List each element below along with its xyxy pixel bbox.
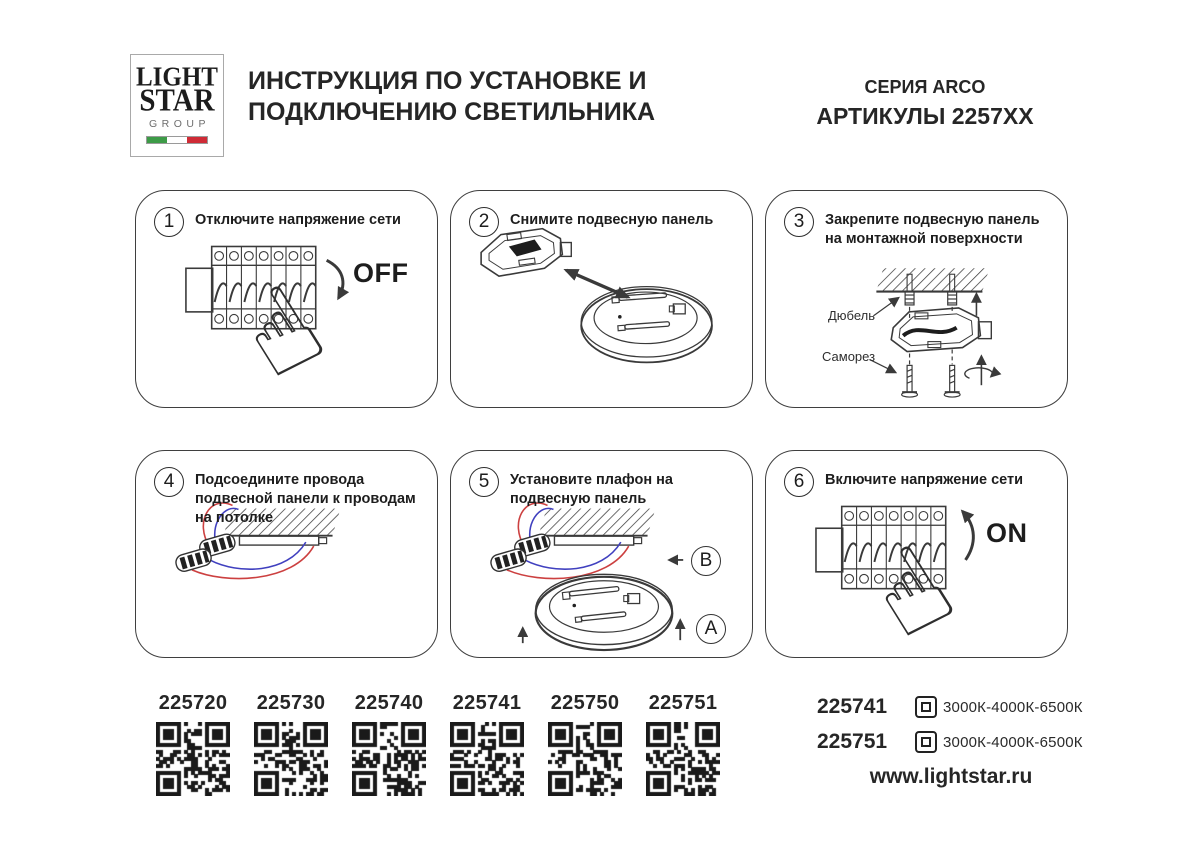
page-title xyxy=(248,66,655,128)
series-name: СЕРИЯ ARCO xyxy=(864,77,986,97)
qr-code-image xyxy=(548,722,622,796)
logo-text-group: GROUP xyxy=(148,118,210,130)
step-1-number: 1 xyxy=(154,207,184,237)
website-url: www.lightstar.ru xyxy=(869,765,1033,788)
callout-a: A xyxy=(696,614,726,644)
step-5-text: Установите плафон на подвесную панель xyxy=(510,472,673,507)
off-arrow-icon xyxy=(327,260,343,298)
hand-pointing-icon: ☝ xyxy=(848,519,976,667)
qr-article-number: 225720 xyxy=(158,692,228,714)
qr-code-image xyxy=(254,722,328,796)
italian-flag-icon xyxy=(146,136,208,144)
dowel-label: Дюбель xyxy=(828,308,876,323)
title-line-2: ПОДКЛЮЧЕНИЮ СВЕТИЛЬНИКА xyxy=(248,98,656,126)
hand-pointing-icon: ☝ xyxy=(218,259,346,407)
qr-article-number: 225741 xyxy=(452,692,522,714)
step-4-number: 4 xyxy=(154,467,184,497)
qr-code-image xyxy=(450,722,524,796)
callout-b: B xyxy=(691,546,721,576)
qr-item xyxy=(254,692,328,796)
articles-code: АРТИКУЛЫ 2257XX xyxy=(816,103,1034,129)
double-insulation-icon xyxy=(915,696,937,718)
logo-text-star: STAR xyxy=(139,83,215,119)
on-arrow-icon xyxy=(963,511,974,560)
step-panel-1 xyxy=(135,190,438,408)
step-panel-2 xyxy=(450,190,753,408)
variant-article: 225741 xyxy=(817,695,888,718)
step-4-header xyxy=(136,451,437,528)
step-6-header xyxy=(766,451,1067,497)
double-arrow-icon xyxy=(566,270,627,297)
variant-row xyxy=(803,730,1099,754)
series-block xyxy=(765,77,1085,130)
step-3-text: Закрепите подвесную панель на монтажной поверхности xyxy=(825,212,1040,247)
step-6-number: 6 xyxy=(784,467,814,497)
qr-item xyxy=(450,692,524,796)
terminal-block-icon xyxy=(174,547,213,573)
step-2-number: 2 xyxy=(469,207,499,237)
qr-item xyxy=(548,692,622,796)
title-line-1: ИНСТРУКЦИЯ ПО УСТАНОВКЕ И xyxy=(248,67,647,95)
variant-row xyxy=(803,695,1099,719)
qr-code-image xyxy=(352,722,426,796)
qr-code-image xyxy=(646,722,720,796)
step-panel-3 xyxy=(765,190,1068,408)
logo-text-light: LIGHT xyxy=(136,62,218,93)
terminal-block-icon xyxy=(489,547,528,573)
step-3-header xyxy=(766,191,1067,249)
qr-code-image xyxy=(156,722,230,796)
variant-color-temp: 3000К-4000К-6500К xyxy=(943,733,1083,751)
step-4-text: Подсоедините провода подвесной панели к проводам на потолке xyxy=(195,472,416,526)
step-2-text: Снимите подвесную панель xyxy=(510,212,714,228)
off-label: OFF xyxy=(353,258,409,288)
on-label: ON xyxy=(986,518,1028,548)
variant-color-temp: 3000К-4000К-6500К xyxy=(943,698,1083,716)
step-1-header xyxy=(136,191,437,237)
step-3-number: 3 xyxy=(784,207,814,237)
step-panel-6 xyxy=(765,450,1068,667)
qr-item xyxy=(646,692,720,796)
variants-block xyxy=(803,695,1099,789)
qr-item xyxy=(156,692,230,796)
qr-item xyxy=(352,692,426,796)
step-1-text: Отключите напряжение сети xyxy=(195,212,401,228)
qr-code-row xyxy=(156,692,720,796)
step-6-text: Включите напряжение сети xyxy=(825,472,1024,488)
step-5-number: 5 xyxy=(469,467,499,497)
step-5-header xyxy=(451,451,752,509)
screw-label: Саморез xyxy=(822,349,876,364)
qr-article-number: 225730 xyxy=(256,692,326,714)
variant-article: 225751 xyxy=(817,730,888,753)
step-panel-4 xyxy=(135,450,438,658)
steps-grid xyxy=(135,190,1068,667)
double-insulation-icon xyxy=(915,731,937,753)
step-panel-5 xyxy=(450,450,753,658)
qr-article-number: 225750 xyxy=(550,692,620,714)
lightstar-logo xyxy=(130,54,224,157)
qr-article-number: 225740 xyxy=(354,692,424,714)
step-2-header xyxy=(451,191,752,237)
qr-article-number: 225751 xyxy=(648,692,718,714)
